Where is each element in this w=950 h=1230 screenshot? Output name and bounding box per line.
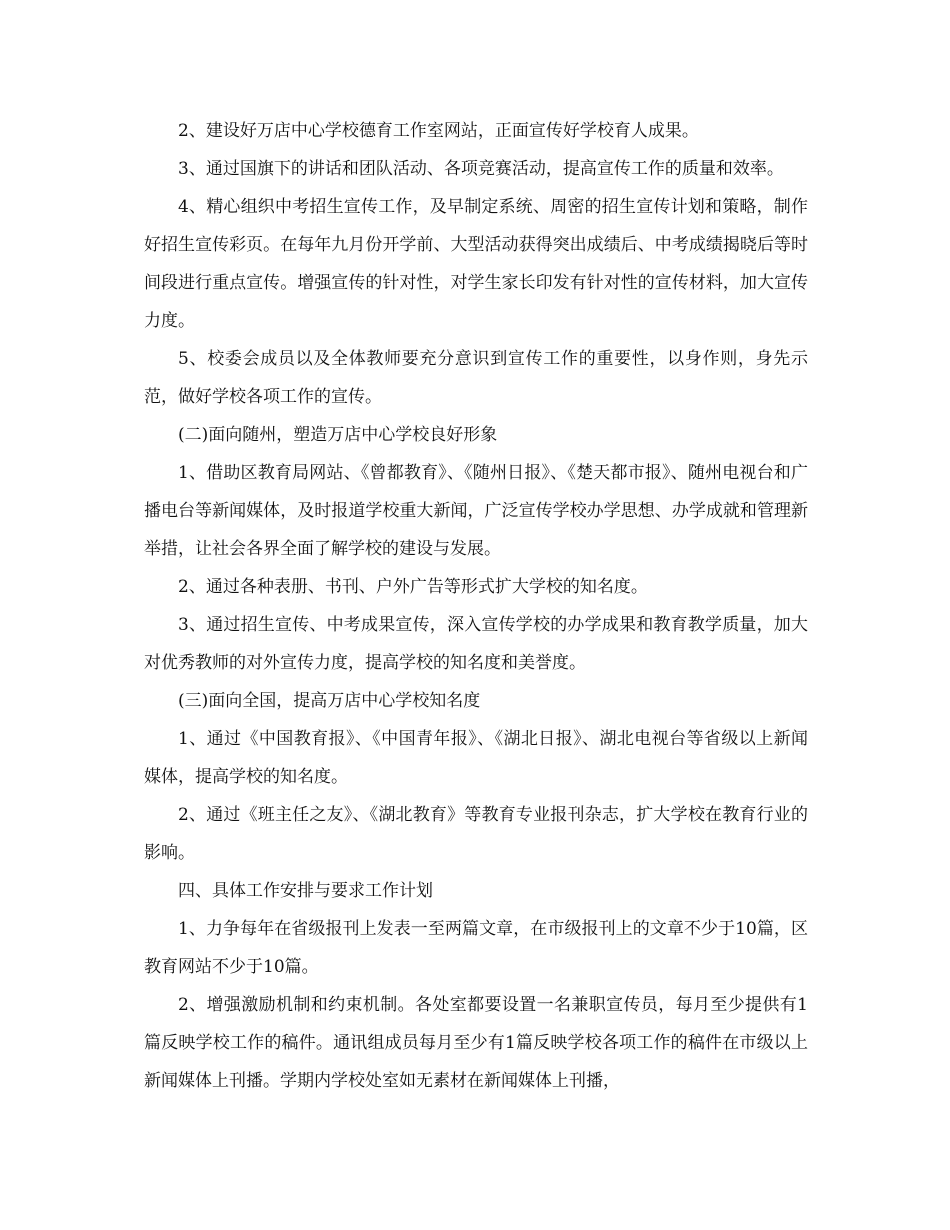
paragraph: 2、通过《班主任之友》、《湖北教育》等教育专业报刊杂志，扩大学校在教育行业的影响。 xyxy=(144,805,808,863)
paragraph: 1、借助区教育局网站、《曾都教育》、《随州日报》、《楚天都市报》、随州电视台和广播电台等新闻媒体，及时报道学校重大新闻，广泛宣传学校办学思想、办学成就和管理新举措，让社会各界全面了解学校的建设与发展。 xyxy=(144,463,808,559)
paragraph: 5、校委会成员以及全体教师要充分意识到宣传工作的重要性，以身作则，身先示范，做好学校各项工作的宣传。 xyxy=(144,349,808,407)
paragraph: 2、建设好万店中心学校德育工作室网站，正面宣传好学校育人成果。 xyxy=(178,121,699,141)
document-body xyxy=(144,112,808,1100)
paragraph: 1、通过《中国教育报》、《中国青年报》、《湖北日报》、湖北电视台等省级以上新闻媒体，提高学校的知名度。 xyxy=(144,729,808,787)
paragraph: 2、增强激励机制和约束机制。各处室都要设置一名兼职宣传员，每月至少提供有1篇反映学校工作的稿件。通讯组成员每月至少有1篇反映学校各项工作的稿件在市级以上新闻媒体上刊播。学期内学校处室如无素材在新闻媒体上刊播， xyxy=(144,995,808,1091)
paragraph: 1、力争每年在省级报刊上发表一至两篇文章，在市级报刊上的文章不少于10篇，区教育网站不少于10篇。 xyxy=(144,919,808,977)
paragraph: 3、通过国旗下的讲话和团队活动、各项竞赛活动，提高宣传工作的质量和效率。 xyxy=(178,159,784,179)
section-heading: (二)面向随州，塑造万店中心学校良好形象 xyxy=(178,425,498,445)
paragraph: 4、精心组织中考招生宣传工作，及早制定系统、周密的招生宣传计划和策略，制作好招生宣传彩页。在每年九月份开学前、大型活动获得突出成绩后、中考成绩揭晓后等时间段进行重点宣传。增强宣传的针对性，对学生家长印发有针对性的宣传材料，加大宣传力度。 xyxy=(144,197,808,331)
section-heading: 四、具体工作安排与要求工作计划 xyxy=(178,881,433,901)
paragraph: 2、通过各种表册、书刊、户外广告等形式扩大学校的知名度。 xyxy=(178,577,648,597)
paragraph: 3、通过招生宣传、中考成果宣传，深入宣传学校的办学成果和教育教学质量，加大对优秀教师的对外宣传力度，提高学校的知名度和美誉度。 xyxy=(144,615,808,673)
section-heading: (三)面向全国，提高万店中心学校知名度 xyxy=(178,691,481,711)
